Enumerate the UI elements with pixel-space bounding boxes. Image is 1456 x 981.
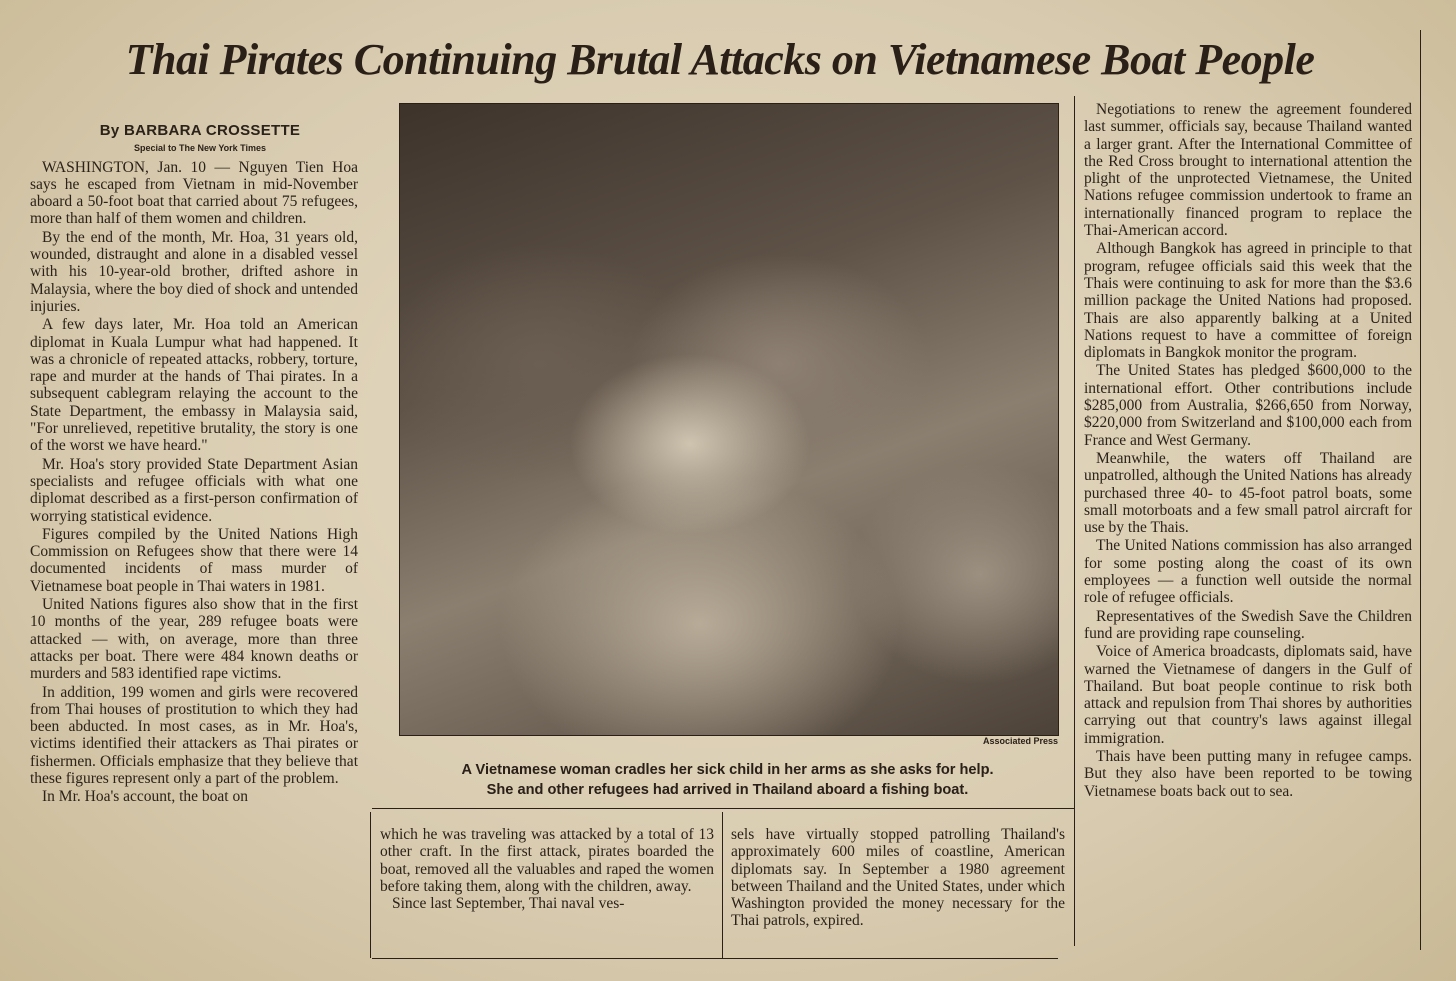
article-column-mid-1	[380, 826, 714, 912]
paragraph: In Mr. Hoa's account, the boat on	[42, 788, 248, 806]
rule-above-bottom-columns	[372, 808, 1074, 809]
paragraph: Meanwhile, the waters off Thailand are unpatrolled, although the United Nations has already purchased three 40- to 45-foot patrol boats, some small motorboats and a few small patrol aircraft for use by the Thais.	[1084, 449, 1412, 537]
paragraph: which he was traveling was attacked by a total of 13 other craft. In the first attack, pirates boarded the boat, removed all the valuables and raped the women before taking them, along with the children, away.	[380, 826, 714, 895]
paragraph: Mr. Hoa's story provided State Department Asian specialists and refugee officials with what one diplomat described as a first-person confirmation of worrying statistical evidence.	[30, 455, 358, 525]
column-rule-left	[370, 812, 371, 958]
article-column-right	[1084, 101, 1412, 800]
paragraph: Thais have been putting many in refugee camps. But they also have been reported to be towing Vietnamese boats back out to sea.	[1084, 747, 1412, 800]
paragraph: By the end of the month, Mr. Hoa, 31 years old, wounded, distraught and alone in a disabled vessel with his 10-year-old brother, drifted ashore in Malaysia, where the boy died of shock and untended injuries.	[30, 228, 358, 315]
paragraph: WASHINGTON, Jan. 10 — Nguyen Tien Hoa says he escaped from Vietnam in mid-November aboard a 50-foot boat that carried about 75 refugees, more than half of them women and children.	[30, 158, 358, 228]
paragraph: United Nations figures also show that in the first 10 months of the year, 289 refugee boats were attacked — with, on average, more than three attacks per boat. There were 484 known deaths or murders and 583 identified rape victims.	[30, 596, 358, 683]
paragraph: In addition, 199 women and girls were recovered from Thai houses of prostitution to which they had been abducted. In most cases, as in Mr. Hoa's, victims identified their attackers as Thai pirates or fishermen. Officials emphasize that they believe that these figures represent only a part of the problem.	[30, 683, 358, 787]
paragraph: Negotiations to renew the agreement foundered last summer, officials say, because Thailand wanted a larger grant. After the International Committee of the Red Cross brought to international attention the plight of the unprotected Vietnamese, the United Nations refugee commission undertook to frame an internationally financed program to replace the Thai-American accord.	[1084, 101, 1412, 240]
news-photo	[399, 103, 1059, 736]
rule-right-edge	[1420, 30, 1421, 950]
paragraph: Since last September, Thai naval ves-	[392, 895, 625, 913]
headline: Thai Pirates Continuing Brutal Attacks on Vietnamese Boat People	[125, 35, 1315, 84]
column-rule-mid	[722, 812, 723, 958]
article-column-left	[30, 122, 358, 806]
caption-line-2: She and other refugees had arrived in Thailand aboard a fishing boat.	[486, 782, 969, 798]
caption-line-1: A Vietnamese woman cradles her sick child in her arms as she asks for help.	[461, 762, 994, 778]
paragraph: Voice of America broadcasts, diplomats said, have warned the Vietnamese of dangers in the Gulf of Thailand. But boat people continue to risk both attack and repulsion from Thai shores by authorities carrying out that country's laws against illegal immigration.	[1084, 643, 1412, 747]
paragraph: Representatives of the Swedish Save the Children fund are providing rape counseling.	[1084, 607, 1412, 642]
column-rule-right	[1074, 96, 1075, 946]
paragraph: The United Nations commission has also arranged for some posting along the coast of its own employees — a function well outside the normal role of refugee officials.	[1084, 537, 1412, 607]
photo-caption	[375, 760, 1080, 800]
paragraph: The United States has pledged $600,000 to the international effort. Other contributions include $285,000 from Australia, $266,650 from Norway, $220,000 from Switzerland and $100,000 each from France and West Germany.	[1084, 362, 1412, 449]
article-column-mid-2	[731, 826, 1065, 930]
byline: By BARBARA CROSSETTE	[99, 122, 301, 139]
paragraph: A few days later, Mr. Hoa told an American diplomat in Kuala Lumpur what had happened. It was a chronicle of repeated attacks, robbery, torture, rape and murder at the hands of Thai pirates. In a subsequent cablegram relaying the account to the State Department, the embassy in Malaysia said, "For unrelieved, repetitive brutality, the story is one of the worst we have heard."	[30, 316, 358, 455]
dateline-special: Special to The New York Times	[133, 143, 267, 154]
photo-credit: Associated Press	[983, 736, 1059, 746]
paragraph: sels have virtually stopped patrolling Thailand's approximately 600 miles of coastline, American diplomats say. In September a 1980 agreement between Thailand and the United States, under which Washington provided the money necessary for the Thai patrols, expired.	[731, 826, 1065, 930]
paragraph: Figures compiled by the United Nations High Commission on Refugees show that there were 14 documented incidents of mass murder of Vietnamese boat people in Thai waters in 1981.	[30, 525, 358, 595]
rule-bottom	[372, 958, 1058, 959]
paragraph: Although Bangkok has agreed in principle to that program, refugee officials said this week that the Thais were continuing to ask for more than the $3.6 million package the United Nations had proposed. Thais are also apparently balking at a United Nations request to have a committee of foreign diplomats in Bangkok monitor the program.	[1084, 240, 1412, 362]
